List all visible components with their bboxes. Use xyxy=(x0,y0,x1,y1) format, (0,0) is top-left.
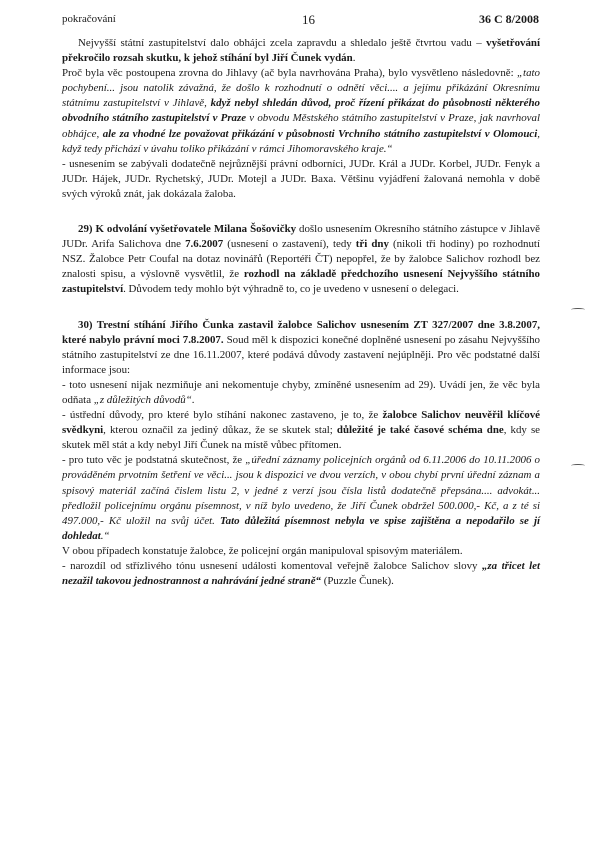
text-run: . xyxy=(191,393,195,406)
text-run: - toto usnesení nijak nezmiňuje ani nekomentuje chyby, zmíněné usnesením ad 29). Uvádí jen, že věc byla odňata xyxy=(62,378,540,406)
italic-run: , když tedy přichází v úvahu toliko přikázání v rámci Jihomoravského kraje.“ xyxy=(62,127,540,155)
bold-run: rozhodl na základě předchozího usnesení Nejvyššího státního zastupitelství xyxy=(62,268,540,296)
text-run: , kterou označil za jediný důkaz, že se skutek stal; xyxy=(103,424,337,437)
page-number: 16 xyxy=(302,12,315,27)
bold-run: důležité je také časové schéma dne xyxy=(336,424,504,437)
header-continuation-label: pokračování xyxy=(62,13,116,25)
bold-run: vyšetřování překročilo rozsah skutku, k jehož stíhání byl Jiří Čunek vydán xyxy=(62,37,540,65)
text-run: . xyxy=(352,52,356,65)
margin-mark xyxy=(571,308,585,311)
paragraph-fourth-defect xyxy=(62,36,540,66)
text-run: - pro tuto věc je podstatná skutečnost, že xyxy=(62,454,246,467)
paragraph-jihlava-reason xyxy=(62,66,540,157)
paragraph-29-appeal xyxy=(62,222,540,297)
bold-run: 29) K odvolání vyšetřovatele Milana Šošovičky xyxy=(78,223,297,236)
text-run: došlo usnesením Okresního státního zástupce v Jihlavě JUDr. Arifa Salichova dne xyxy=(62,223,540,251)
spacer xyxy=(62,202,540,222)
bold-run: žalobce Salichov neuvěřil klíčové svědkyni xyxy=(62,409,540,437)
bold-run: tři dny xyxy=(355,238,389,251)
text-run: . Důvodem tedy mohlo být výhradně to, co je uvedeno v usnesení o delegaci. xyxy=(123,283,459,296)
text-run: Soud měl k dispozici konečné doplněné usnesení po zásahu Nejvyššího státního zastupitelství ze dne 16.11.2007, které podává důvody zastavení nejúplněji. Pro věc podstatné další informace jsou: xyxy=(62,333,540,376)
paragraph-bullet-central-reasons xyxy=(62,408,540,453)
paragraph-bullet-no-mention xyxy=(62,378,540,408)
paragraph-experts: - usnesením se zabývali dodatečně nejrůznější právní odborníci, JUDr. Král a JUDr. Korbel, JUDr. Fenyk a JUDr. Hájek, JUDr. Rychetský, JUDr. Motejl a JUDr. Baxa. Většinu vyjádření žalovaná nemohla v době svých výroků znát, jak dokázala žaloba. xyxy=(62,157,540,200)
text-run: - narozdíl od střízlivého tónu usnesení události komentoval veřejně žalobce Salichov slovy xyxy=(62,560,482,572)
italic-run: „tato pochybení... jsou natolik závažná, že došlo k rozhodnutí o odnětí věci.... a jejímu přikázání Okresnímu státnímu zastupitelství v Jihlavě, xyxy=(62,67,540,110)
document-body xyxy=(62,36,540,589)
text-run: Nejvyšší státní zastupitelství dalo obhájci zcela zapravdu a shledalo ještě čtvrtou vadu – xyxy=(78,37,487,49)
margin-mark xyxy=(571,464,585,467)
text-run: , kdy se skutek měl stát a kdy nebyl Jiří Čunek na místě vůbec přítomen. xyxy=(62,424,541,452)
italic-run: „úřední záznamy policejních orgánů od 6.11.2006 do 10.11.2006 o prováděném prvotním šetření ve věci... jsou k dispozici ve dvou verzích, v obou chybí první úřední záznam a spisový materiál začíná čislem listu 2, v jedné z verzí jsou čísla listů dodatečně přepsána.... advokát... předložil policejnímu orgánu písemnost, v níž bylo uvedeno, že Jiří Čunek obdržel 500.000,- Kč, a z té si 497.000,- Kč uložil na svůj účet. xyxy=(62,454,540,527)
paragraph-30-prosecution-stopped xyxy=(62,318,540,378)
page-header xyxy=(62,12,539,28)
bold-italic-run: když nebyl shledán důvod, proč řízení přikázat do působnosti některého obvodního státního zastupitelství v Praze xyxy=(62,97,540,125)
text-run: Proč byla věc postoupena zrovna do Jihlavy (ač byla navrhována Praha), bylo vysvětleno následovně: xyxy=(62,67,517,80)
italic-run: v obvodu Městského státního zastupitelství v Praze, jak navrhoval obhájce, xyxy=(62,112,540,140)
bold-run: 30) Trestní stíhání Jiřího Čunka zastavil žalobce Salichov usnesením ZT 327/2007 dne 3.8.2007, které nabylo právní moci 7.8.2007. xyxy=(62,318,540,346)
bold-italic-run: Tato důležitá písemnost nebyla ve spise zajištěna a nepodařilo se jí dohledat xyxy=(62,514,541,542)
paragraph-bullet-police-records xyxy=(62,453,540,544)
spacer xyxy=(62,298,540,318)
bold-run: 7.6.2007 xyxy=(185,238,224,251)
bold-italic-quote: „za třicet let nezažil takovou jednostrannost a nahrávání jedné straně“ xyxy=(62,560,540,588)
text-run: (usnesení o zastavení), tedy xyxy=(223,238,356,251)
italic-run: .“ xyxy=(100,529,110,542)
text-run: (nikoli tři hodiny) po rozhodnutí NSZ. Žalobce Petr Coufal na dotaz novinářů (Reportéři ČT) nepopřel, že by žalobce Salichov rozhodl bez znalosti spisu, a výslovně vysvětlil, že xyxy=(62,238,540,281)
case-number: 36 C 8/2008 xyxy=(479,12,539,26)
bold-italic-run: ale za vhodné lze považovat přikázání v působnosti Vrchního státního zastupitelství v Olomouci xyxy=(102,127,538,140)
paragraph-bullet-public-comment xyxy=(62,559,540,589)
text-run: - ústřední důvody, pro které bylo stíhání nakonec zastaveno, je to, že xyxy=(62,409,383,422)
text-run: (Puzzle Čunek). xyxy=(321,575,394,588)
paragraph-manipulation: V obou případech konstatuje žalobce, že policejní orgán manipuloval spisovým materiálem. xyxy=(62,544,463,557)
italic-run: „z důležitých důvodů“ xyxy=(93,393,192,406)
